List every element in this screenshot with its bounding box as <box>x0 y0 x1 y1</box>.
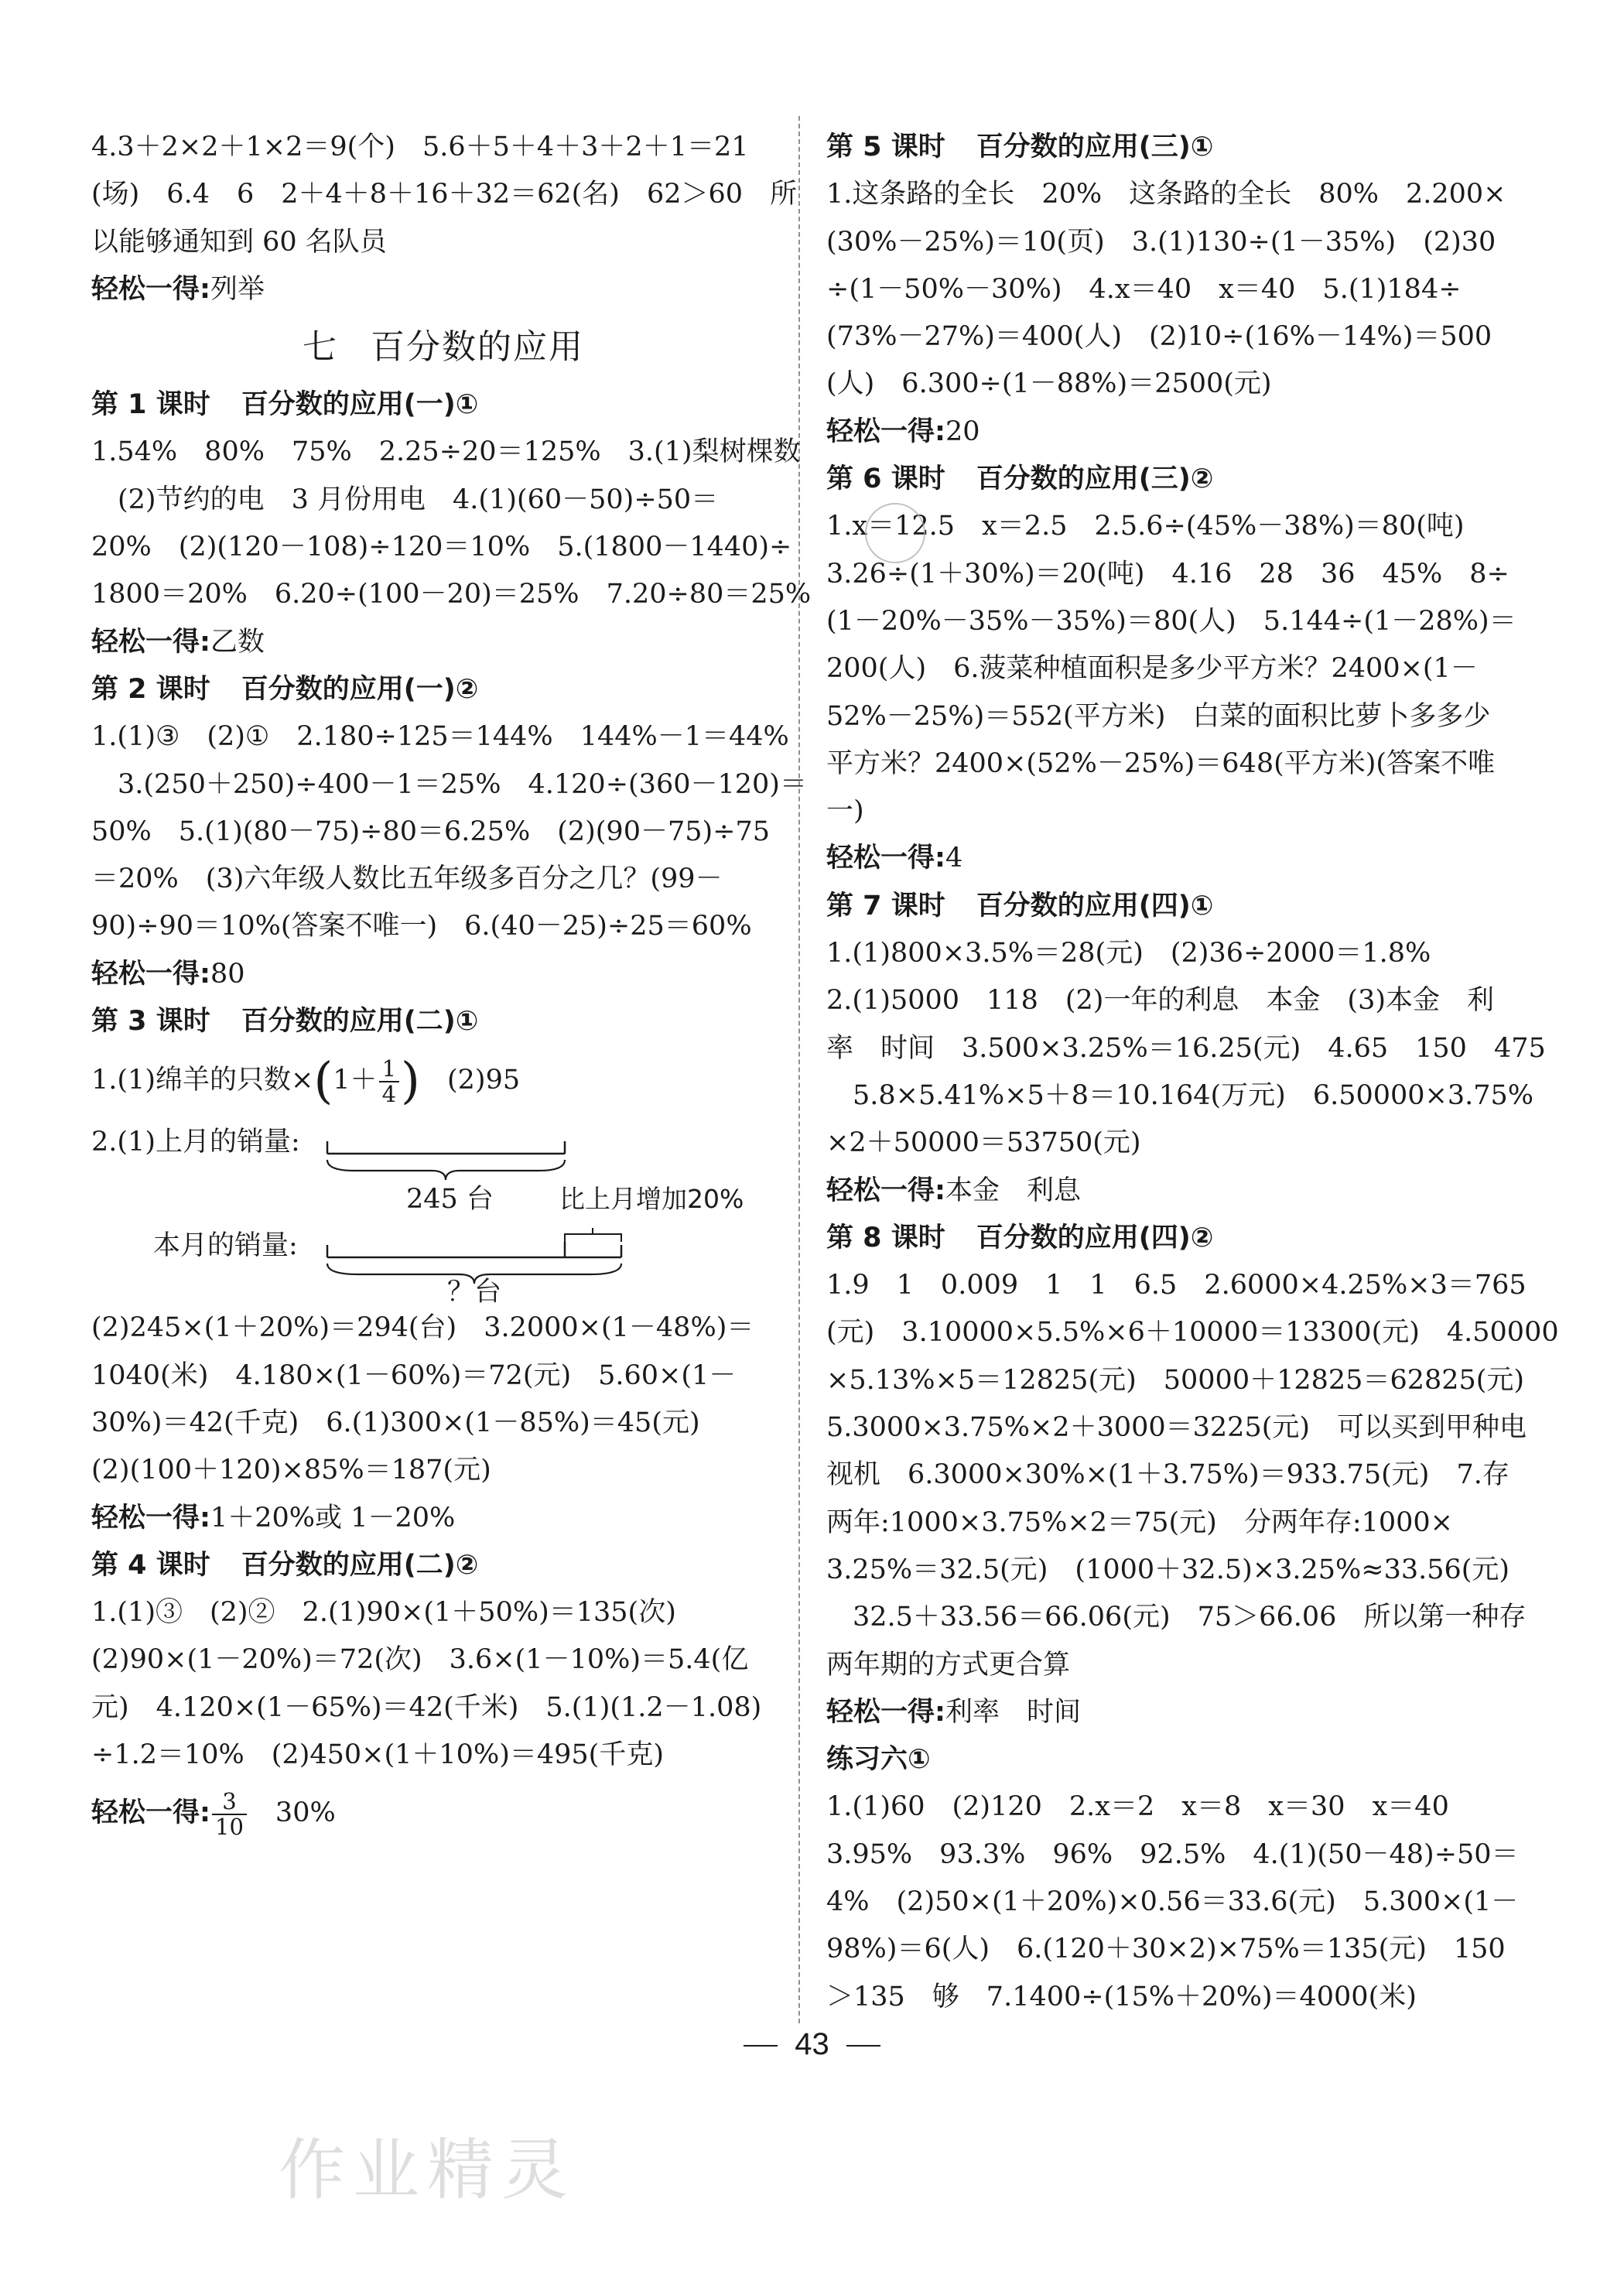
unit-name: 百分数的应用 <box>371 327 584 368</box>
lesson-title: 百分数的应用(三)② <box>976 463 1214 495</box>
text-line: (1－20%－35%－35%)＝80(人) 5.144÷(1－28%)＝ <box>826 605 1516 637</box>
left-paren: ( <box>313 1052 333 1110</box>
text-line: 1.x＝12.5 x＝2.5 2.5.6÷(45%－38%)＝80(吨) <box>826 511 1465 542</box>
text-line: 20% (2)(120－108)÷120＝10% 5.(1800－1440)÷ <box>91 532 792 563</box>
column-divider <box>798 116 800 2023</box>
text-line: (2)245×(1＋20%)＝294(台) 3.2000×(1－48%)＝ <box>91 1312 754 1344</box>
text-line: 90)÷90＝10%(答案不唯一) 6.(40－25)÷25＝60% <box>91 911 752 942</box>
line-segment-diagram <box>91 1115 795 1305</box>
text-line: ÷(1－50%－30%) 4.x＝40 x＝40 5.(1)184÷ <box>826 273 1462 305</box>
tip-line <box>91 1779 795 1847</box>
text-line: 两年期的方式更合算 <box>826 1649 1071 1681</box>
text-line: 3.26÷(1＋30%)＝20(吨) 4.16 28 36 45% 8÷ <box>826 558 1509 590</box>
tip-label: 轻松一得: <box>91 626 210 658</box>
text-line: 1.(1)60 (2)120 2.x＝2 x＝8 x＝30 x＝40 <box>826 1791 1449 1823</box>
text-line: 4% (2)50×(1＋20%)×0.56＝33.6(元) 5.300×(1－ <box>826 1886 1519 1917</box>
fraction-numerator: 1 <box>379 1057 399 1082</box>
tip-label: 轻松一得: <box>91 1797 210 1829</box>
tip-line <box>826 1689 1507 1736</box>
text-line: 1040(米) 4.180×(1－60%)＝72(元) 5.60×(1－ <box>91 1359 737 1391</box>
lesson-heading <box>91 998 795 1045</box>
text-line: 5.8×5.41%×5＋8＝10.164(万元) 6.50000×3.75% <box>853 1079 1534 1111</box>
text-line: (73%－27%)＝400(人) (2)10÷(16%－14%)＝500 <box>826 321 1492 353</box>
tip-line <box>826 409 1507 456</box>
lesson-title: 百分数的应用(三)① <box>976 132 1214 162</box>
formula-line <box>91 1045 795 1115</box>
tip-line <box>91 1495 795 1542</box>
text-line: 1.(1)③ (2)① 2.180÷125＝144% 144%－1＝44% <box>91 721 789 753</box>
last-month-value: 245 台 <box>406 1184 494 1216</box>
increase-bracket <box>565 1228 621 1242</box>
lesson-number: 第 7 课时 <box>826 890 945 922</box>
text-line: 3.25%＝32.5(元) (1000＋32.5)×3.25%≈33.56(元) <box>826 1554 1510 1585</box>
tip-text: 利率 时间 <box>945 1696 1082 1728</box>
lesson-number: 第 3 课时 <box>91 1006 210 1038</box>
last-month-brace <box>327 1160 565 1180</box>
lesson-title: 百分数的应用(一)② <box>241 673 479 705</box>
formula-one: 1＋ <box>333 1065 378 1096</box>
tip-line <box>826 1168 1507 1215</box>
lesson-title: 百分数的应用(二)① <box>241 1006 479 1038</box>
text-line: 4.3＋2×2＋1×2＝9(个) 5.6＋5＋4＋3＋2＋1＝21 <box>91 132 749 162</box>
text-line: 1800＝20% 6.20÷(100－20)＝25% 7.20÷80＝25% <box>91 579 812 610</box>
text-line: 98%)＝6(人) 6.(120＋30×2)×75%＝135(元) 150 <box>826 1934 1506 1965</box>
text-line: 1.这条路的全长 20% 这条路的全长 80% 2.200× <box>826 179 1506 210</box>
exercise-heading: 练习六① <box>826 1744 931 1776</box>
tip-label: 轻松一得: <box>826 415 945 447</box>
text-line: (元) 3.10000×5.5%×6＋10000＝13300(元) 4.50000 <box>826 1317 1559 1349</box>
lesson-number: 第 1 课时 <box>91 389 210 421</box>
unknown-value: ？台 <box>447 1277 502 1305</box>
formula-prefix: 1.(1)绵羊的只数× <box>91 1065 314 1096</box>
text-line: (2)节约的电 3 月份用电 4.(1)(60－50)÷50＝ <box>118 484 719 515</box>
tip-text: 80 <box>210 958 245 990</box>
text-line: ×5.13%×5＝12825(元) 50000＋12825＝62825(元) <box>826 1364 1525 1396</box>
right-paren: ) <box>401 1052 420 1110</box>
tip-label: 轻松一得: <box>91 273 210 305</box>
this-month-label: 本月的销量: <box>153 1230 298 1262</box>
text-line: (场) 6.4 6 2＋4＋8＋16＋32＝62(名) 62＞60 所 <box>91 179 798 210</box>
diagram-svg <box>91 1115 795 1305</box>
tip-label: 轻松一得: <box>826 1696 945 1728</box>
formula-suffix: (2)95 <box>447 1065 521 1096</box>
lesson-heading <box>91 1542 795 1589</box>
text-line: 3.95% 93.3% 96% 92.5% 4.(1)(50－48)÷50＝ <box>826 1838 1519 1870</box>
watermark: 作业精灵 <box>279 2132 576 2209</box>
text-line: 平方米？2400×(52%－25%)＝648(平方米)(答案不唯 <box>826 747 1496 779</box>
fraction <box>379 1057 399 1106</box>
text-line: ÷1.2＝10% (2)450×(1＋10%)＝495(千克) <box>91 1739 664 1771</box>
text-line: 率 时间 3.500×3.25%＝16.25(元) 4.65 150 475 <box>826 1032 1546 1064</box>
page-number-dash <box>744 2045 778 2047</box>
text-line: (2)90×(1－20%)＝72(次) 3.6×(1－10%)＝5.4(亿 <box>91 1644 749 1676</box>
text-line: 一) <box>826 795 864 827</box>
text-line: 两年:1000×3.75%×2＝75(元) 分两年存:1000× <box>826 1506 1454 1538</box>
text-line: 200(人) 6.菠菜种植面积是多少平方米？2400×(1－ <box>826 653 1478 685</box>
tip-label: 轻松一得: <box>91 1502 210 1534</box>
text-line: 3.(250＋250)÷400－1＝25% 4.120÷(360－120)＝ <box>118 768 807 800</box>
text-line: 以能够通知到 60 名队员 <box>91 226 387 258</box>
tip-text: 20 <box>945 415 980 447</box>
lesson-heading <box>91 666 795 713</box>
right-column <box>826 124 1559 2021</box>
text-line: (30%－25%)＝10(页) 3.(1)130÷(1－35%) (2)30 <box>826 226 1496 258</box>
lesson-title: 百分数的应用(二)② <box>241 1549 479 1581</box>
tip-text: 30% <box>275 1797 336 1829</box>
text-line: 元) 4.120×(1－65%)＝42(千米) 5.(1)(1.2－1.08) <box>91 1691 762 1723</box>
text-line: 30%)＝42(千克) 6.(1)300×(1－85%)＝45(元) <box>91 1407 700 1438</box>
lesson-number: 第 6 课时 <box>826 463 945 495</box>
lesson-title: 百分数的应用(一)① <box>241 389 479 421</box>
tip-line <box>91 951 795 998</box>
text-line: ×2＋50000＝53750(元) <box>826 1127 1141 1159</box>
increase-label: 比上月增加20% <box>559 1184 744 1215</box>
lesson-title: 百分数的应用(四)① <box>976 890 1214 922</box>
fraction <box>212 1787 247 1840</box>
text-line: 2.(1)5000 118 (2)一年的利息 本金 (3)本金 利 <box>826 985 1495 1017</box>
text-line: ＝20% (3)六年级人数比五年级多百分之几？(99－ <box>91 863 723 895</box>
text-line: 1.(1)③ (2)② 2.(1)90×(1＋50%)＝135(次) <box>91 1597 676 1629</box>
tip-text: 4 <box>945 843 963 874</box>
last-month-label: 2.(1)上月的销量: <box>91 1127 300 1158</box>
text-line: 视机 6.3000×30%×(1＋3.75%)＝933.75(元) 7.存 <box>826 1459 1509 1491</box>
page-number-value: 43 <box>795 2027 829 2061</box>
text-line: (2)(100＋120)×85%＝187(元) <box>91 1455 491 1486</box>
text-line: 1.9 1 0.009 1 1 6.5 2.6000×4.25%×3＝765 <box>826 1270 1527 1301</box>
page-number <box>0 2027 1624 2062</box>
lesson-heading <box>826 456 1507 503</box>
text-line: 1.(1)800×3.5%＝28(元) (2)36÷2000＝1.8% <box>826 938 1431 969</box>
text-line: 1.54% 80% 75% 2.25÷20＝125% 3.(1)梨树棵数 <box>91 436 801 468</box>
fraction-denominator: 4 <box>381 1080 397 1107</box>
lesson-heading <box>826 883 1507 930</box>
unit-title <box>91 313 795 381</box>
tip-text: 列举 <box>210 273 265 305</box>
text-line: (人) 6.300÷(1－88%)＝2500(元) <box>826 368 1272 400</box>
tip-text: 1＋20%或 1－20% <box>210 1502 456 1534</box>
stamp-icon <box>865 503 925 563</box>
lesson-heading <box>91 381 795 429</box>
unit-number: 七 <box>303 327 338 368</box>
text-line: ＞135 够 7.1400÷(15%＋20%)＝4000(米) <box>826 1981 1417 2012</box>
lesson-heading <box>826 124 1507 171</box>
tip-line <box>91 266 795 313</box>
lesson-number: 第 4 课时 <box>91 1549 210 1581</box>
text-line: 32.5＋33.56＝66.06(元) 75＞66.06 所以第一种存 <box>853 1602 1527 1633</box>
tip-text: 本金 利息 <box>945 1175 1082 1206</box>
lesson-heading <box>826 1215 1507 1262</box>
lesson-title: 百分数的应用(四)② <box>976 1222 1214 1253</box>
fraction-numerator: 3 <box>212 1790 247 1815</box>
lesson-number: 第 2 课时 <box>91 673 210 705</box>
tip-label: 轻松一得: <box>826 843 945 874</box>
fraction-denominator: 10 <box>215 1813 244 1840</box>
tip-label: 轻松一得: <box>91 958 210 990</box>
text-line: 52%－25%)＝552(平方米) 白菜的面积比萝卜多多少 <box>826 700 1491 732</box>
tip-line <box>826 835 1507 882</box>
lesson-number: 第 5 课时 <box>826 132 945 162</box>
text-line: 50% 5.(1)(80－75)÷80＝6.25% (2)(90－75)÷75 <box>91 816 771 847</box>
page-number-dash <box>846 2045 880 2047</box>
left-column <box>91 124 812 1847</box>
tip-label: 轻松一得: <box>826 1175 945 1206</box>
tip-text: 乙数 <box>210 626 265 658</box>
tip-line <box>91 619 795 666</box>
text-line: 5.3000×3.75%×2＋3000＝3225(元) 可以买到甲种电 <box>826 1412 1527 1444</box>
lesson-number: 第 8 课时 <box>826 1222 945 1253</box>
